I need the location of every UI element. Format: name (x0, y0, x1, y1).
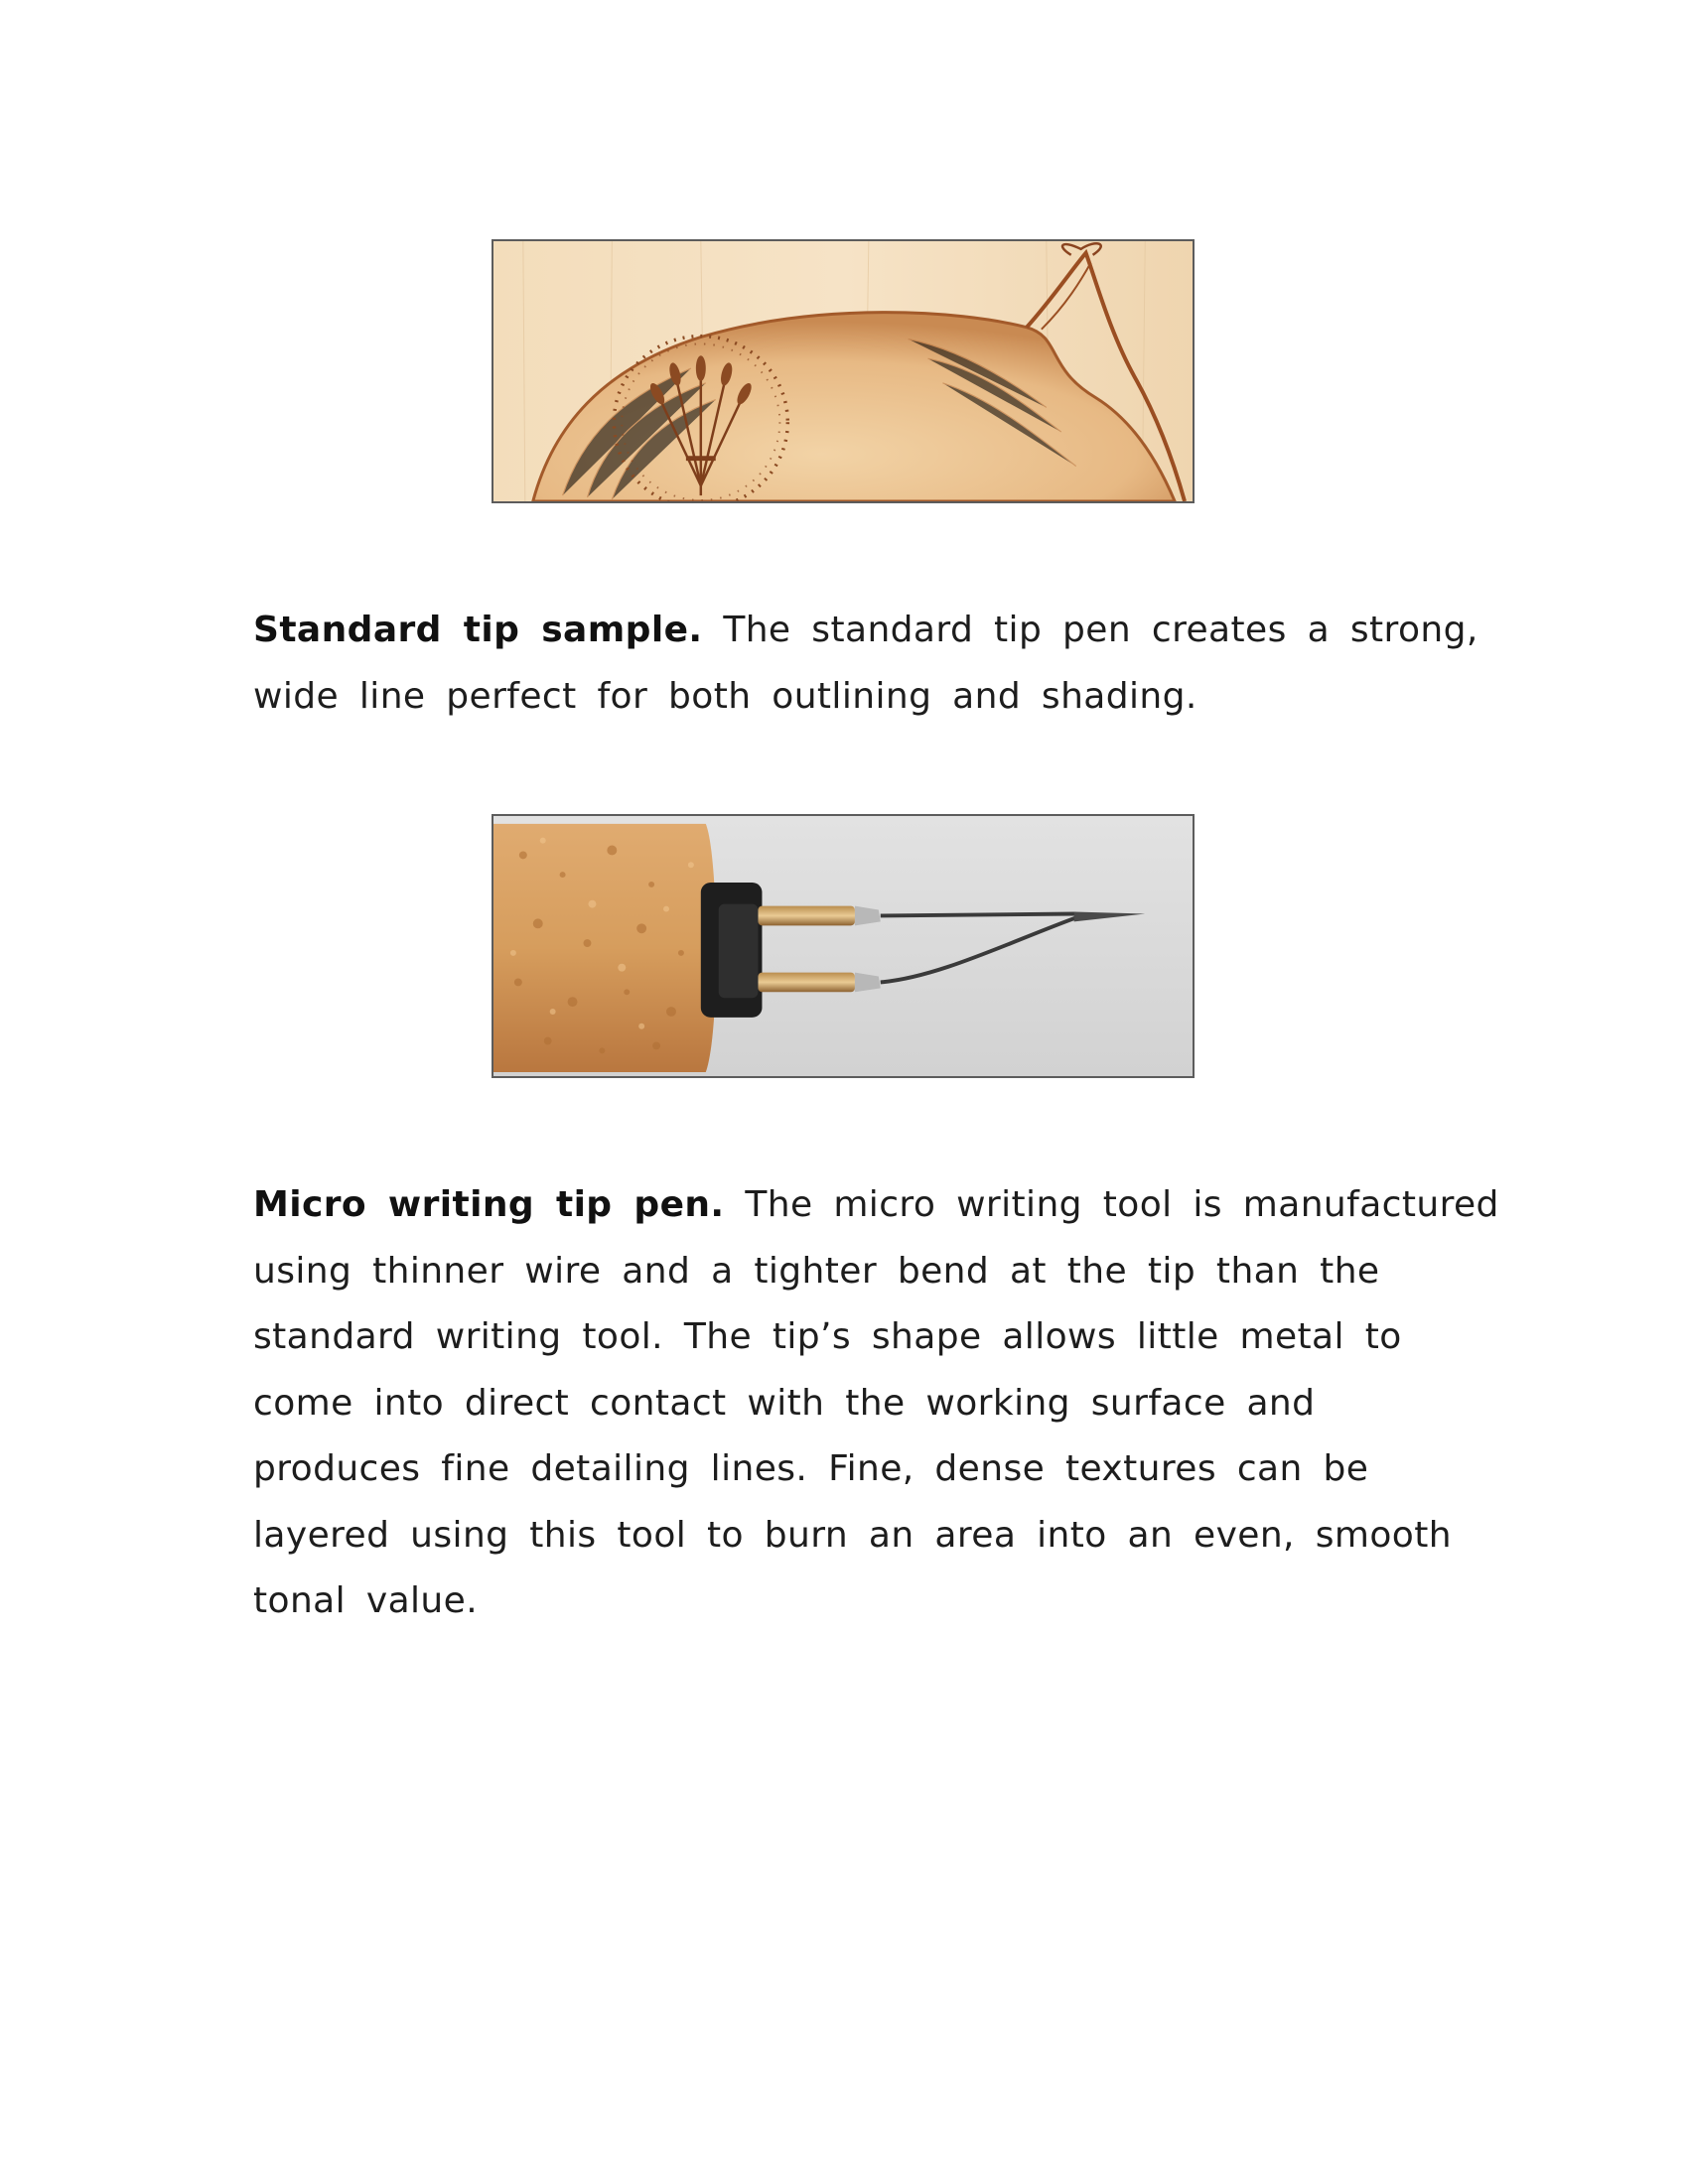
standard-tip-caption (253, 598, 1478, 730)
caption-line: produces fine detailing lines. Fine, dense textures can be (253, 1448, 1369, 1489)
caption-line: layered using this tool to burn an area into an even, smooth (253, 1514, 1452, 1556)
micro-writing-tip-caption (253, 1172, 1499, 1635)
caption-text: The standard tip pen creates a strong, (723, 610, 1478, 650)
micro-writing-pen-photo (493, 816, 1193, 1076)
caption-line (253, 598, 1478, 664)
standard-tip-title: Standard tip sample. (253, 610, 703, 650)
micro-writing-tip-pen-image (492, 814, 1195, 1078)
caption-line: using thinner wire and a tighter bend at the tip than the (253, 1250, 1380, 1292)
micro-writing-tip-title: Micro writing tip pen. (253, 1184, 725, 1225)
caption-line: come into direct contact with the working surface and (253, 1382, 1316, 1424)
caption-line (253, 1172, 1499, 1239)
pyrography-burn-sample-image (493, 241, 1193, 501)
caption-line: tonal value. (253, 1580, 479, 1621)
caption-text: The micro writing tool is manufactured (745, 1184, 1499, 1225)
caption-line: wide line perfect for both outlining and shading. (253, 675, 1197, 717)
standard-tip-sample-image (492, 239, 1195, 503)
caption-line: standard writing tool. The tip’s shape allows little metal to (253, 1316, 1402, 1357)
